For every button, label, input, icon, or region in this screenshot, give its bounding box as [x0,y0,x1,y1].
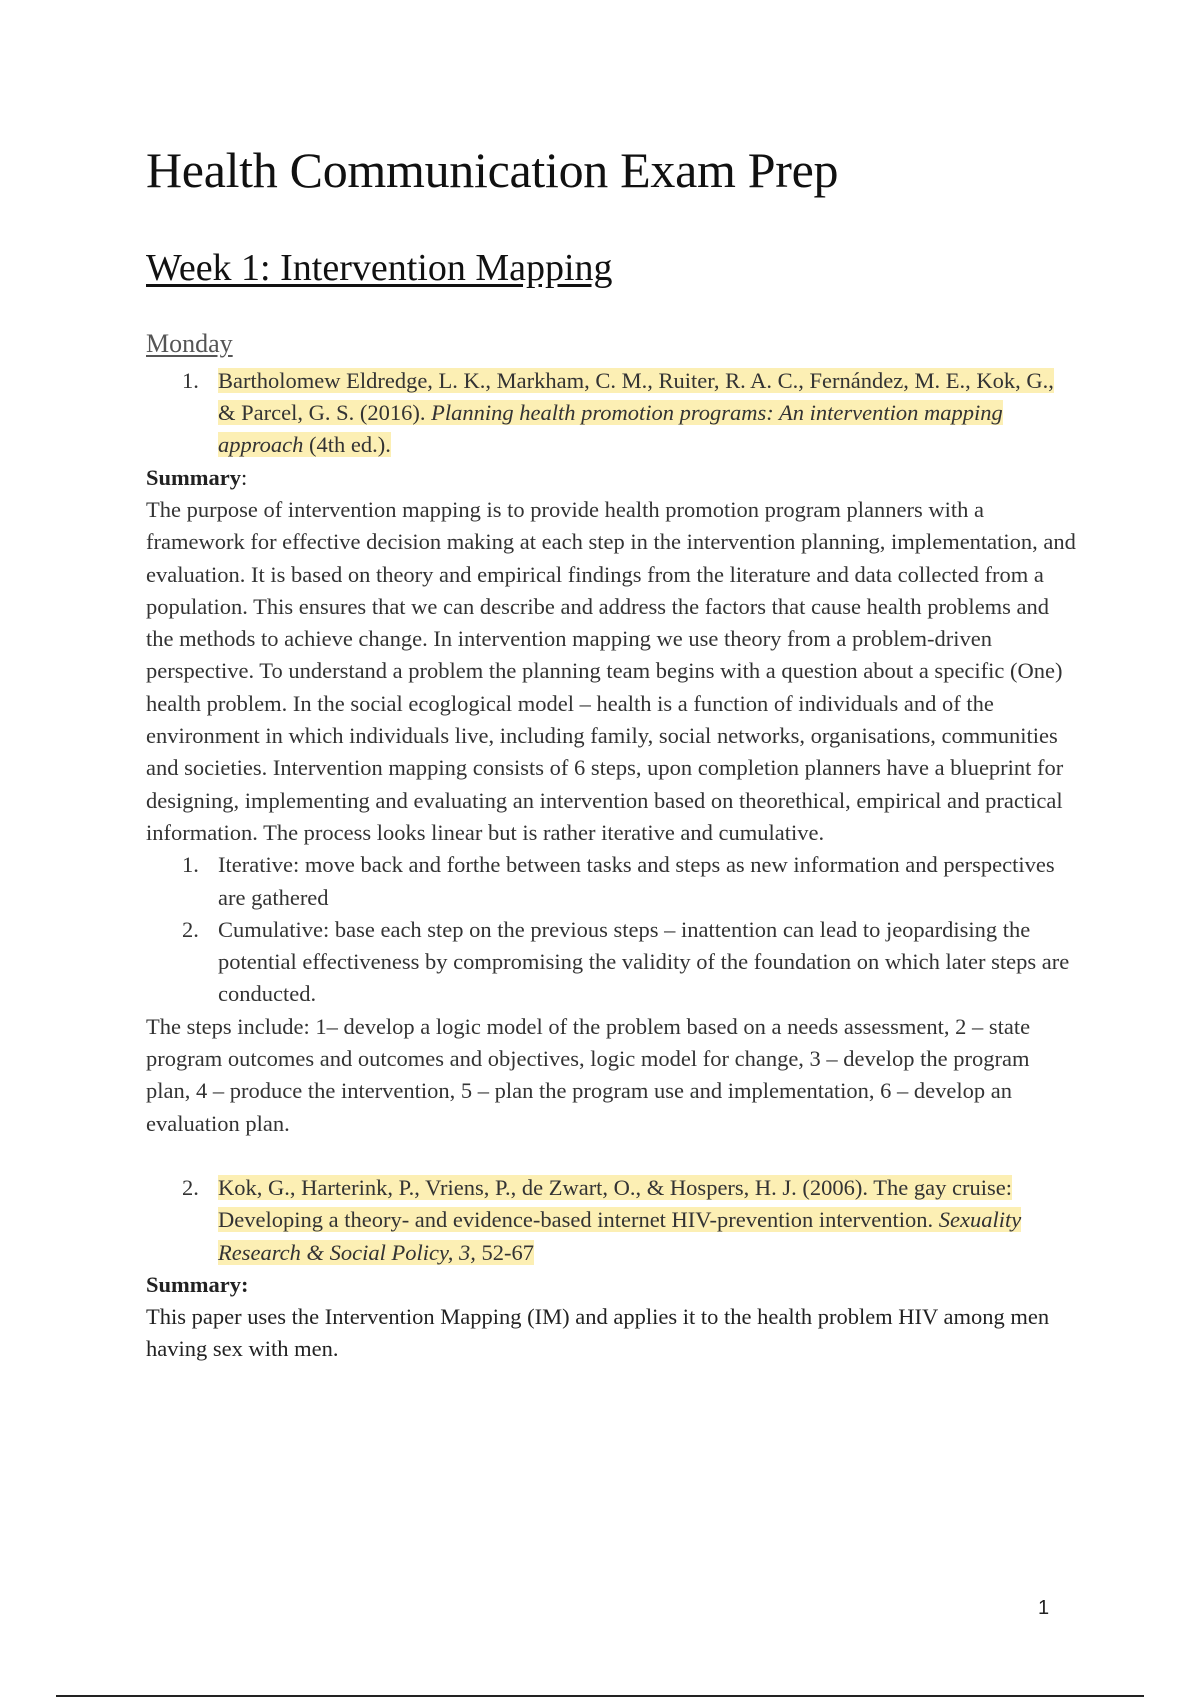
reference-item-1 [146,365,1076,462]
reference-number: 2. [182,1174,199,1200]
process-point-iterative [146,849,1076,914]
steps-paragraph: The steps include: 1– develop a logic model of the problem based on a needs assessment, 2 – state program outcomes and outcomes and objectives, logic model for change, 3 – develop the program plan, 4 – produce the intervention, 5 – plan the program use and implementation, 6 – develop an evaluation plan. [146,1013,1031,1136]
point-text: Iterative: move back and forthe between tasks and steps as new information and perspectives are gathered [218,852,1055,910]
reference-citation [218,368,1054,458]
summary-label-2: Summary: [146,1271,249,1297]
reference-number: 1. [182,367,199,393]
document-page [146,140,1076,1366]
reference-item-2 [146,1172,1076,1269]
reference-book-title: Planning health promotion programs: An intervention mapping approach [218,400,1003,458]
page-bottom-rule [56,1695,1144,1697]
reference-citation [218,1175,1021,1265]
document-title: Health Communication Exam Prep [146,142,839,198]
page-number: 1 [1038,1597,1050,1619]
week-heading: Week 1: Intervention Mapping [146,247,613,289]
reference-edition: (4th ed.). [303,432,391,458]
process-points-list [146,849,1076,1010]
reference-authors-title: Kok, G., Harterink, P., Vriens, P., de Zwart, O., & Hospers, H. J. (2006). The gay cruise: Developing a theory- and evidence-based internet HIV-prevention intervention. [218,1174,1012,1233]
process-point-cumulative [146,914,1076,1011]
summary-paragraph-2: This paper uses the Intervention Mapping (IM) and applies it to the health problem HIV among men having sex with men. [146,1304,1050,1362]
summary-label: Summary: [146,464,248,490]
reference-authors: Bartholomew Eldredge, L. K., Markham, C. M., Ruiter, R. A. C., Fernández, M. E., Kok, G., & Parcel, G. S. (2016). [218,367,1054,426]
day-heading: Monday [146,328,233,358]
point-number: 2. [182,916,199,942]
point-text: Cumulative: base each step on the previous steps – inattention can lead to jeopardising the potential effectiveness by compromising the validity of the foundation on which later steps are conducted. [218,916,1070,1007]
reference-journal: Sexuality Research & Social Policy, 3, [218,1207,1022,1265]
reference-list-2 [146,1172,1076,1269]
reference-pages: 52-67 [475,1239,534,1265]
reference-list-1 [146,365,1076,462]
summary-paragraph: The purpose of intervention mapping is to provide health promotion program planners with a framework for effective decision making at each step in the intervention planning, implementation, and evaluation. It is based on theory and empirical findings from the literature and data collected from a population. This ensures that we can describe and address the factors that cause health problems and the methods to achieve change. In intervention mapping we use theory from a problem-driven perspective. To understand a problem the planning team begins with a question about a specific (One) health problem. In the social ecoglogical model – health is a function of individuals and of the environment in which individuals live, including family, social networks, organisations, communities and societies. Intervention mapping consists of 6 steps, upon completion planners have a blueprint for designing, implementing and evaluating an intervention based on theorethical, empirical and practical information. The process looks linear but is rather iterative and cumulative. [146,496,1076,845]
point-number: 1. [182,852,199,878]
